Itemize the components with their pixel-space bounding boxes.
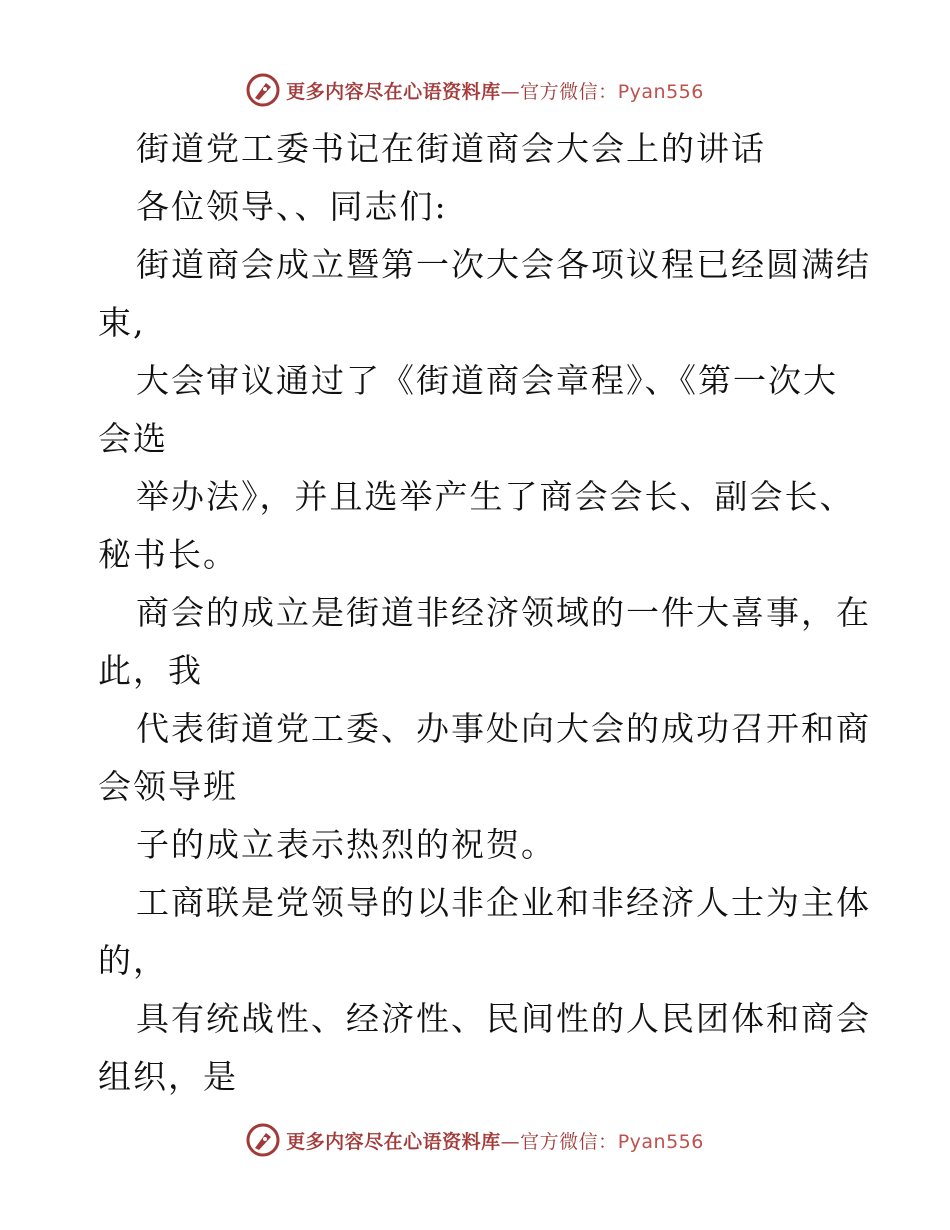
pen-nib-logo-icon: [246, 73, 280, 107]
banner-main-text: 更多内容尽在心语资料库: [286, 1130, 501, 1153]
paragraph-line: 工商联是党领导的以非企业和非经济人士为主体: [136, 883, 871, 922]
banner-wechat-id: Pyan556: [617, 1130, 704, 1153]
paragraph-line: 组织，是: [98, 1057, 238, 1096]
paragraph-line: 子的成立表示热烈的祝贺。: [136, 825, 556, 864]
paragraph-line: 具有统战性、经济性、民间性的人民团体和商会: [136, 999, 871, 1038]
banner-wechat-label: 官方微信：: [520, 80, 618, 103]
footer-watermark-banner: [0, 1120, 950, 1160]
banner-wechat-label: 官方微信：: [520, 1130, 618, 1153]
paragraph-line: 商会的成立是街道非经济领域的一件大喜事，在: [136, 593, 871, 632]
paragraph-line: 的，: [98, 941, 168, 980]
paragraph-line: 秘书长。: [98, 535, 238, 574]
paragraph-line: 大会审议通过了《街道商会章程》、《第一次大: [136, 361, 838, 400]
paragraph-line: 代表街道党工委、办事处向大会的成功召开和商: [136, 709, 871, 748]
banner-dash: —: [500, 1130, 521, 1153]
paragraph-line: 此，我: [98, 651, 203, 690]
salutation: 各位领导、、同志们:: [136, 187, 448, 226]
document-body: [98, 120, 871, 1106]
document-title: 街道党工委书记在街道商会大会上的讲话: [136, 129, 766, 168]
paragraph-line: 会领导班: [98, 767, 238, 806]
header-watermark-banner: [0, 70, 950, 110]
banner-main-text: 更多内容尽在心语资料库: [286, 80, 501, 103]
paragraph-line: 街道商会成立暨第一次大会各项议程已经圆满结: [136, 245, 871, 284]
pen-nib-logo-icon: [246, 1123, 280, 1157]
paragraph-line: 会选: [98, 419, 168, 458]
paragraph-line: 束,: [98, 303, 146, 342]
paragraph-line: 举办法》，并且选举产生了商会会长、副会长、: [136, 477, 855, 516]
banner-wechat-id: Pyan556: [617, 80, 704, 103]
banner-dash: —: [500, 80, 521, 103]
